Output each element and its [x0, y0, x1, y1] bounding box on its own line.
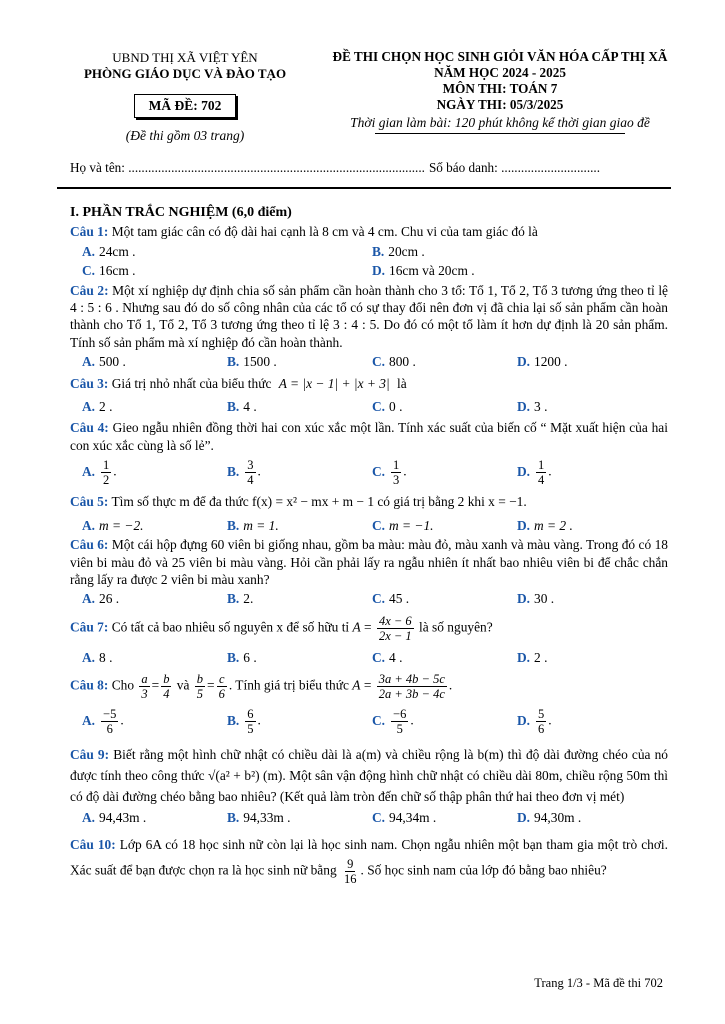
header-left: [60, 50, 310, 144]
option-letter: B.: [227, 517, 240, 533]
option-letter: D.: [517, 810, 531, 826]
option-letter: B.: [227, 399, 240, 415]
option-d[interactable]: [517, 517, 662, 534]
option-letter: D.: [517, 712, 531, 728]
option-c[interactable]: [372, 590, 517, 607]
option-letter: B.: [372, 243, 385, 259]
option-text: 26 .: [99, 591, 120, 607]
option-letter: D.: [517, 399, 531, 415]
district-name: UBND THỊ XÃ VIỆT YÊN: [112, 50, 258, 65]
option-letter: B.: [227, 810, 240, 826]
option-text: 800 .: [389, 354, 416, 370]
question-text: Gieo ngẫu nhiên đồng thời hai con xúc xắc một lần. Tính xác suất của biến cố “ Mặt xuất hiện của hai con xúc xắc cùng là số lẻ”.: [70, 420, 668, 453]
option-text: 4 .: [389, 649, 403, 665]
denominator: 16: [344, 871, 357, 886]
options-2: [82, 353, 668, 370]
fraction: [245, 707, 255, 736]
option-d[interactable]: D. $\frac{1}{4}$ .: [517, 458, 552, 488]
option-text: 2 .: [99, 399, 113, 415]
denominator: 2x − 1: [378, 628, 412, 643]
fraction: [377, 672, 447, 701]
option-letter: C.: [372, 712, 386, 728]
option-letter: A.: [82, 243, 96, 259]
options-5: [82, 517, 668, 534]
exam-title: ĐỀ THI CHỌN HỌC SINH GIỎI VĂN HÓA CẤP THỊ XÃ: [332, 49, 668, 64]
option-letter: C.: [372, 591, 386, 607]
option-text: 4 .: [243, 399, 257, 415]
question-7: Câu 7: Có tất cả bao nhiêu số nguyên x để số hữu tỉ A = $\frac{4x - 6}{2x - 1}$ là số nguyên?: [70, 613, 493, 643]
options-9: [82, 809, 668, 826]
option-letter: D.: [517, 354, 531, 370]
option-letter: B.: [227, 649, 240, 665]
numerator: 1: [538, 458, 545, 473]
option-letter: A.: [82, 354, 96, 370]
option-text: 30 .: [534, 591, 555, 607]
option-text: 2 .: [534, 649, 548, 665]
fraction: [245, 458, 255, 487]
question-text: Một tam giác cân có độ dài hai cạnh là 8 cm và 4 cm. Chu vi của tam giác đó là: [111, 224, 538, 240]
option-a[interactable]: [82, 243, 372, 260]
question-text: Một cái hộp đựng 60 viên bi giống nhau, gồm ba màu: màu đỏ, màu xanh và màu vàng. Trong đó có 18 viên bi màu đỏ và 25 viên bi màu vàng. Hỏi cần phải lấy ra ngẫu nhiên ít nhất bao nhiêu viên bi để chắc chắn rằng lấy ra được 2 viên bi màu xanh?: [70, 537, 668, 587]
option-text: 45 .: [389, 591, 410, 607]
option-c[interactable]: C. $\frac{-6}{5}$ .: [372, 707, 414, 737]
option-b[interactable]: [227, 517, 372, 534]
fraction: [377, 614, 414, 643]
question-text: Tìm số thực m để đa thức f(x) = x² − mx + m − 1 có giá trị bằng 2 khi x = −1.: [111, 494, 527, 510]
fraction: [101, 458, 111, 487]
math-expression: A = |x − 1| + |x + 3|: [278, 375, 390, 391]
exam-date: NGÀY THI: 05/3/2025: [436, 97, 564, 112]
option-letter: A.: [82, 591, 96, 607]
denominator: 4: [247, 473, 254, 488]
numerator: 5: [538, 707, 545, 722]
option-letter: B.: [227, 712, 240, 728]
option-letter: D.: [517, 517, 531, 533]
options-3: [82, 398, 668, 415]
header-right: [302, 49, 698, 134]
option-letter: A.: [82, 399, 96, 415]
numerator: −5: [103, 707, 117, 722]
subject: MÔN THI: TOÁN 7: [442, 81, 558, 96]
option-letter: D.: [517, 649, 531, 665]
option-text: 94,30m .: [534, 810, 582, 826]
numerator: 6: [247, 707, 254, 722]
option-c[interactable]: [372, 398, 517, 415]
question-number: Câu 10:: [70, 836, 116, 852]
time-note: Thời gian làm bài: 120 phút không kể thời gian giao đề: [350, 115, 650, 130]
question-text: Cho: [111, 677, 135, 693]
option-letter: D.: [372, 263, 386, 279]
denominator: 4: [538, 473, 545, 488]
option-a[interactable]: [82, 517, 227, 534]
option-text: 94,43m .: [99, 810, 147, 826]
numerator: −6: [393, 707, 407, 722]
option-letter: C.: [372, 354, 386, 370]
question-text: Một xí nghiệp dự định chia số sản phẩm cần hoàn thành cho 3 tổ: Tổ 1, Tổ 2, Tổ 3 tương ứng theo tỉ lệ 4 : 5 : 6 . Nhưng sau đó do số công nhân của các tổ có sự thay đổi nên đơn vị đã chia lại số sản phẩm cần hoàn thành cho Tổ 1, Tổ 2, Tổ 3 tương ứng theo tỉ lệ 3 : 4 : 5. Do đó có một tổ làm ít hơn dự định là 20 sản phẩm. Tính số sản phẩm mà xí nghiệp đó cần hoàn thành.: [70, 282, 668, 350]
option-a[interactable]: [82, 809, 227, 826]
numerator: 9: [347, 856, 354, 871]
numerator: 3a + 4b − 5c: [378, 672, 445, 687]
option-a[interactable]: [82, 398, 227, 415]
fraction: [536, 458, 546, 487]
option-text: 0 .: [389, 399, 403, 415]
option-b[interactable]: [227, 398, 372, 415]
option-text: 16cm và 20cm .: [389, 263, 475, 279]
question-number: Câu 1:: [70, 224, 109, 240]
question-text-tail: là số nguyên?: [419, 619, 493, 635]
option-letter: B.: [227, 591, 240, 607]
option-text: 24cm .: [99, 243, 136, 259]
option-letter: A.: [82, 517, 96, 533]
denominator: 6: [106, 722, 113, 737]
question-text-tail: là: [397, 375, 407, 391]
option-a[interactable]: [82, 353, 227, 370]
option-c[interactable]: [372, 809, 517, 826]
denominator: 2: [103, 473, 110, 488]
question-number: Câu 5:: [70, 494, 109, 510]
question-4: [70, 419, 668, 454]
question-number: Câu 7:: [70, 619, 109, 635]
option-d[interactable]: [372, 262, 662, 279]
question-number: Câu 4:: [70, 420, 109, 436]
option-letter: C.: [372, 649, 386, 665]
fraction: [391, 458, 401, 487]
candidate-info: [70, 160, 670, 176]
header-divider: [57, 187, 671, 189]
question-3: [70, 375, 668, 392]
question-text-tail: . Số học sinh nam của lớp đó bằng bao nhiêu?: [360, 862, 607, 878]
numerator: 3: [247, 458, 254, 473]
question-5: [70, 493, 668, 510]
option-letter: B.: [227, 463, 240, 479]
option-text: 8 .: [99, 649, 113, 665]
option-d[interactable]: D. $\frac{5}{6}$ .: [517, 707, 552, 737]
question-text: Biết rằng một hình chữ nhật có chiều dài là a(m) và chiều rộng là b(m) thì độ dài đường chéo của nó được tính theo công thức √(a² + b²) (m). Một sân vận động hình chữ nhật có chiều dài 80m, chiều rộng 50m thì có độ dài đường chéo bằng bao nhiêu? (Kết quả làm tròn đến chữ số thập phân thứ hai theo đơn vị mét): [70, 747, 668, 805]
option-text: 94,34m .: [389, 810, 437, 826]
section-title: I. PHẦN TRẮC NGHIỆM (6,0 điểm): [70, 205, 292, 220]
pages-note: (Đề thi gồm 03 trang): [125, 128, 245, 143]
options-6: [82, 590, 668, 607]
option-text: 2.: [243, 591, 254, 607]
option-c[interactable]: C. $\frac{1}{3}$ .: [372, 458, 407, 488]
option-d[interactable]: [517, 398, 662, 415]
options-1: [82, 243, 668, 260]
options-7: [82, 649, 668, 666]
option-d[interactable]: [517, 649, 662, 666]
question-number: Câu 2:: [70, 282, 109, 298]
time-underline: [375, 133, 625, 134]
fraction: [342, 857, 359, 886]
department-name: PHÒNG GIÁO DỤC VÀ ĐÀO TẠO: [83, 66, 287, 81]
option-b[interactable]: [227, 649, 372, 666]
denominator: 5: [247, 722, 254, 737]
denominator: 5: [396, 722, 403, 737]
option-text: 6 .: [243, 649, 257, 665]
page-footer: Trang 1/3 - Mã đề thi 702: [534, 976, 663, 990]
option-b[interactable]: [227, 353, 372, 370]
option-text: 1500 .: [243, 354, 277, 370]
question-number: Câu 8:: [70, 677, 109, 693]
options-4: [82, 458, 668, 487]
question-6: [70, 536, 668, 588]
option-text: 20cm .: [388, 243, 425, 259]
school-year: NĂM HỌC 2024 - 2025: [434, 65, 566, 80]
denominator: 6: [538, 722, 545, 737]
question-text: Có tất cả bao nhiêu số nguyên x để số hữu tỉ: [111, 619, 350, 635]
id-field-label: Số báo danh: ..............................: [428, 160, 601, 175]
option-text: m = −2.: [99, 517, 144, 533]
numerator: 4x − 6: [378, 613, 412, 628]
question-text: Giá trị nhỏ nhất của biểu thức: [111, 375, 272, 391]
question-2: [70, 282, 668, 352]
option-text: 3 .: [534, 399, 548, 415]
question-8: Câu 8: Cho $\frac{a}{3}$ = $\frac{b}{4}$ và $\frac{b}{5}$ = $\frac{c}{6}$ . Tính giá trị biểu thức A = $\frac{3a + 4b - 5c}{2a + 3b - 4c}$ .: [70, 672, 453, 702]
option-d[interactable]: [517, 809, 662, 826]
denominator: 2a + 3b − 4c: [378, 687, 445, 702]
name-field-label: Họ và tên: ..........................................................................................: [70, 160, 425, 175]
question-text: Lớp 6A có 18 học sinh nữ còn lại là học sinh nam. Chọn ngẫu nhiên một bạn tham gia một trò chơi. Xác suất để bạn được chọn ra là học sinh nữ bằng: [70, 836, 668, 878]
question-10: [70, 833, 668, 886]
question-number: Câu 6:: [70, 537, 109, 553]
option-letter: C.: [82, 263, 96, 279]
option-b[interactable]: B. $\frac{3}{4}$ .: [227, 458, 261, 488]
option-letter: B.: [227, 354, 240, 370]
option-text: m = −1.: [389, 517, 434, 533]
option-letter: A.: [82, 712, 96, 728]
options-1b: [82, 262, 668, 279]
option-d[interactable]: [517, 590, 662, 607]
option-letter: C.: [372, 399, 386, 415]
option-text: 1200 .: [534, 354, 568, 370]
option-a[interactable]: [82, 590, 227, 607]
numerator: 1: [103, 458, 110, 473]
question-text-tail: . Tính giá trị biểu thức: [228, 677, 349, 693]
fraction: [391, 707, 408, 736]
option-text: 16cm .: [99, 263, 136, 279]
option-letter: A.: [82, 463, 96, 479]
exam-code-box: MÃ ĐỀ: 702: [134, 94, 237, 118]
option-b[interactable]: B. $\frac{6}{5}$ .: [227, 707, 261, 737]
question-9: [70, 744, 668, 807]
option-letter: D.: [517, 591, 531, 607]
option-letter: C.: [372, 810, 386, 826]
question-number: Câu 3:: [70, 375, 109, 391]
options-8: [82, 707, 668, 736]
option-b[interactable]: [372, 243, 662, 260]
fraction: [101, 707, 118, 736]
question-number: Câu 9:: [70, 747, 110, 763]
option-text: m = 1.: [243, 517, 279, 533]
option-text: m = 2 .: [534, 517, 573, 533]
option-c[interactable]: [372, 353, 517, 370]
fraction: [536, 707, 546, 736]
option-a[interactable]: A. $\frac{1}{2}$ .: [82, 458, 117, 488]
option-a[interactable]: A. $\frac{-5}{6}$ .: [82, 707, 124, 737]
option-c[interactable]: [372, 517, 517, 534]
option-letter: D.: [517, 463, 531, 479]
questions-area: [70, 204, 668, 886]
option-b[interactable]: [227, 809, 372, 826]
option-letter: C.: [372, 517, 386, 533]
option-text: 94,33m .: [243, 810, 291, 826]
denominator: 3: [393, 473, 400, 488]
option-letter: A.: [82, 810, 96, 826]
numerator: 1: [393, 458, 400, 473]
option-b[interactable]: [227, 590, 372, 607]
option-a[interactable]: [82, 649, 227, 666]
option-d[interactable]: [517, 353, 662, 370]
option-c[interactable]: [372, 649, 517, 666]
option-letter: C.: [372, 463, 386, 479]
option-c[interactable]: [82, 262, 372, 279]
question-1: [70, 223, 668, 240]
option-letter: A.: [82, 649, 96, 665]
option-text: 500 .: [99, 354, 126, 370]
